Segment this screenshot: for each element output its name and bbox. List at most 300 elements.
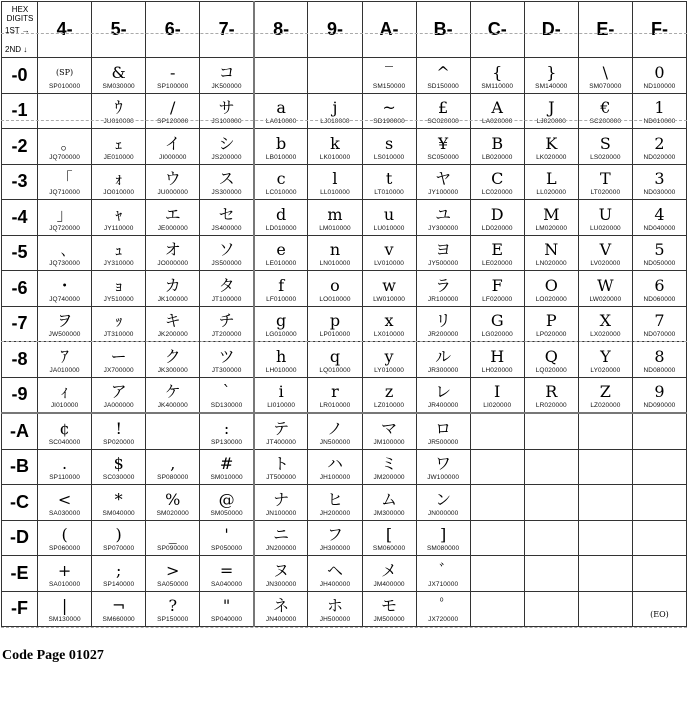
code-cell [416, 235, 470, 271]
code-cell [146, 271, 200, 307]
character-glyph: ｱ [60, 346, 69, 366]
gcgid-label: JM200000 [373, 474, 405, 481]
code-cell [524, 377, 578, 413]
gcgid-label: JW100000 [427, 474, 460, 481]
gcgid-label: SC050000 [427, 153, 459, 161]
row-header: -5 [2, 235, 38, 271]
character-glyph: ｮ [114, 275, 123, 295]
code-cell [308, 413, 362, 449]
character-glyph [579, 500, 632, 518]
code-cell [92, 306, 146, 342]
code-cell [632, 235, 686, 271]
gcgid-label: JR500000 [427, 438, 459, 446]
column-header-5: 5- [92, 2, 146, 58]
character-glyph [633, 535, 686, 553]
table-row [2, 200, 687, 236]
code-cell [146, 200, 200, 236]
character-glyph: H [490, 346, 505, 366]
row-header: -1 [2, 93, 38, 129]
character-glyph [633, 500, 686, 518]
gcgid-label: LT010000 [374, 189, 404, 196]
character-glyph: , [170, 454, 176, 473]
code-cell [308, 306, 362, 342]
gcgid-label: JX710000 [428, 580, 459, 588]
code-cell [254, 200, 308, 236]
code-cell [92, 591, 146, 627]
gcgid-label: JH400000 [319, 580, 351, 588]
character-glyph: ホ [326, 596, 343, 615]
character-glyph: 7 [654, 311, 665, 330]
code-cell [362, 485, 416, 521]
code-cell [632, 164, 686, 200]
code-cell [632, 58, 686, 94]
character-glyph [308, 73, 361, 91]
code-cell [38, 377, 92, 413]
character-glyph: i [278, 382, 284, 401]
character-glyph [471, 464, 524, 482]
code-cell [578, 200, 632, 236]
character-glyph: # [219, 454, 234, 473]
character-glyph: ( [61, 525, 68, 544]
character-glyph: 2 [654, 133, 665, 153]
code-cell [200, 93, 254, 129]
character-glyph: ク [164, 346, 181, 366]
gcgid-label: SA050000 [157, 580, 189, 588]
character-glyph: イ [164, 133, 181, 153]
code-cell [146, 235, 200, 271]
character-glyph: z [384, 382, 394, 401]
character-glyph: 3 [654, 169, 665, 188]
character-glyph: ト [273, 454, 290, 473]
code-cell [200, 556, 254, 592]
code-cell [254, 306, 308, 342]
character-glyph: ､ [60, 240, 69, 259]
character-glyph: ･ [60, 275, 69, 295]
character-glyph: 8 [654, 346, 665, 366]
gcgid-label: LP010000 [319, 331, 351, 338]
character-glyph [633, 571, 686, 589]
gcgid-label: JR300000 [427, 366, 459, 374]
code-cell [254, 235, 308, 271]
character-glyph: r [331, 382, 339, 401]
code-cell [578, 93, 632, 129]
table-row [2, 164, 687, 200]
code-cell [254, 449, 308, 485]
character-glyph: ^ [436, 62, 450, 82]
code-cell [578, 58, 632, 94]
code-cell [362, 306, 416, 342]
character-glyph: t [385, 169, 393, 188]
gcgid-label: JT310000 [103, 331, 134, 338]
code-cell [92, 520, 146, 556]
code-cell [524, 306, 578, 342]
gcgid-label: LI010000 [267, 402, 296, 409]
character-glyph [525, 500, 578, 518]
character-glyph [471, 429, 524, 447]
gcgid-label: JK300000 [157, 366, 188, 374]
code-cell [470, 591, 524, 627]
character-glyph: ウ [164, 169, 181, 188]
gcgid-label: LJ020000 [536, 118, 566, 125]
character-glyph: D [490, 204, 504, 224]
code-cell [200, 306, 254, 342]
character-glyph: ケ [164, 382, 181, 401]
code-cell [578, 377, 632, 413]
gcgid-label: SM050000 [210, 509, 243, 517]
code-cell [632, 485, 686, 521]
gcgid-label: ND050000 [643, 260, 676, 267]
digits-label: DIGITS [6, 14, 34, 23]
code-cell [92, 164, 146, 200]
table-row [2, 556, 687, 592]
code-cell [254, 520, 308, 556]
character-glyph: G [490, 311, 504, 330]
gcgid-label: JA000000 [103, 402, 134, 409]
code-cell [632, 129, 686, 165]
code-cell [254, 271, 308, 307]
gcgid-label: JS300000 [211, 189, 242, 196]
code-cell [200, 377, 254, 413]
character-glyph [525, 429, 578, 447]
gcgid-label: SP100000 [157, 82, 189, 90]
code-cell [470, 200, 524, 236]
code-cell [200, 413, 254, 449]
character-glyph: ナ [273, 489, 290, 509]
code-cell [470, 413, 524, 449]
first-digit-label: 1ST → [5, 26, 30, 35]
code-cell [254, 485, 308, 521]
code-cell [632, 342, 686, 378]
character-glyph: モ [381, 596, 398, 615]
gcgid-label: JQ700000 [49, 153, 80, 161]
character-glyph: \ [602, 62, 609, 82]
gcgid-label: JK400000 [157, 402, 188, 409]
gcgid-label: SP150000 [157, 616, 189, 623]
code-cell [416, 591, 470, 627]
code-cell [146, 520, 200, 556]
gcgid-label: JH500000 [319, 616, 351, 623]
character-glyph [633, 429, 686, 447]
gcgid-label: JN100000 [265, 509, 297, 517]
character-glyph: € [600, 98, 611, 117]
gcgid-label: LD010000 [265, 224, 297, 232]
character-glyph: ネ [273, 596, 290, 615]
gcgid-label: LO010000 [319, 295, 351, 303]
row-header: -F [2, 591, 38, 627]
code-cell [578, 164, 632, 200]
gcgid-label: JH100000 [319, 474, 351, 481]
gcgid-label: JQ730000 [49, 260, 80, 267]
gcgid-label: SD130000 [210, 402, 243, 409]
code-cell [362, 413, 416, 449]
code-cell [38, 520, 92, 556]
table-row [2, 271, 687, 307]
gcgid-label: ND090000 [643, 402, 676, 409]
gcgid-label: LW010000 [373, 295, 405, 303]
column-header-8: 8- [254, 2, 308, 58]
character-glyph: ユ [435, 204, 452, 224]
row-header: -4 [2, 200, 38, 236]
gcgid-label: JT400000 [266, 438, 296, 446]
gcgid-label: LH010000 [265, 366, 297, 374]
gcgid-label: SC020000 [427, 118, 459, 125]
character-glyph: q [329, 346, 341, 366]
gcgid-label: SP010000 [49, 82, 81, 90]
character-glyph: S [599, 133, 611, 153]
character-glyph: 0 [654, 62, 665, 82]
gcgid-label: SM020000 [156, 509, 189, 517]
gcgid-label: JQ710000 [49, 189, 80, 196]
gcgid-label: LR010000 [319, 402, 351, 409]
gcgid-label: JX720000 [428, 616, 459, 623]
gcgid-label: SA030000 [49, 509, 81, 517]
code-cell [416, 413, 470, 449]
gcgid-label: JT200000 [211, 331, 242, 338]
gcgid-label: JS400000 [211, 224, 242, 232]
character-glyph: P [545, 311, 557, 330]
gcgid-label: LK020000 [536, 153, 567, 161]
character-glyph: m [327, 204, 343, 224]
character-glyph: ﾞ [439, 560, 448, 580]
page-caption: Code Page 01027 [2, 648, 104, 663]
gcgid-label: LB010000 [265, 153, 297, 161]
character-glyph: b [276, 133, 287, 153]
gcgid-label: JY110000 [103, 224, 134, 232]
character-glyph: @ [218, 489, 235, 509]
character-glyph [525, 535, 578, 553]
character-glyph: & [111, 62, 126, 82]
gcgid-label: SP070000 [103, 545, 135, 552]
character-glyph: d [276, 204, 287, 224]
character-glyph: ｡ [60, 133, 69, 153]
code-cell [416, 449, 470, 485]
character-glyph: キ [164, 311, 181, 330]
code-cell [578, 342, 632, 378]
character-glyph: s [384, 133, 394, 153]
code-cell [416, 58, 470, 94]
code-cell [200, 129, 254, 165]
character-glyph: 「 [56, 169, 73, 188]
code-cell [524, 485, 578, 521]
gcgid-label: LW020000 [589, 295, 622, 303]
character-glyph: テ [273, 418, 290, 438]
character-glyph: ミ [381, 454, 398, 473]
column-header-b: B- [416, 2, 470, 58]
character-glyph: h [275, 346, 287, 366]
gcgid-label: LY020000 [590, 366, 621, 374]
character-glyph: ; [115, 560, 122, 580]
code-cell [470, 342, 524, 378]
row-header: -8 [2, 342, 38, 378]
gcgid-label: SC200000 [589, 118, 622, 125]
character-glyph: ソ [218, 240, 235, 259]
character-glyph: フ [326, 525, 343, 544]
character-glyph: ハ [326, 454, 343, 473]
character-glyph: ル [435, 346, 452, 366]
code-cell [632, 556, 686, 592]
code-cell [416, 520, 470, 556]
gcgid-label: LE010000 [265, 260, 297, 267]
gcgid-label: LJ010000 [320, 118, 350, 125]
row-header: -3 [2, 164, 38, 200]
character-glyph [579, 606, 632, 624]
gcgid-label: JO000000 [157, 260, 189, 267]
row-header: -0 [2, 58, 38, 94]
code-cell [92, 235, 146, 271]
character-glyph: $ [113, 454, 124, 473]
code-cell [308, 129, 362, 165]
character-glyph: o [330, 275, 340, 295]
character-glyph: J [548, 98, 555, 117]
code-cell [308, 58, 362, 94]
character-glyph: C [491, 169, 504, 188]
code-cell [38, 58, 92, 94]
gcgid-label: JS500000 [211, 260, 242, 267]
code-cell [524, 129, 578, 165]
gcgid-label: JR200000 [427, 331, 459, 338]
code-cell [470, 306, 524, 342]
gcgid-label: SM060000 [372, 545, 406, 552]
character-glyph: l [332, 169, 338, 188]
gcgid-label: LS020000 [590, 153, 621, 161]
character-glyph [146, 429, 199, 447]
code-cell [146, 306, 200, 342]
gcgid-label: LE020000 [481, 260, 513, 267]
gcgid-label: SP140000 [103, 580, 135, 588]
code-cell [416, 306, 470, 342]
code-cell [200, 591, 254, 627]
character-glyph: ス [218, 169, 235, 188]
column-header-9: 9- [308, 2, 362, 58]
code-cell [416, 377, 470, 413]
gcgid-label: JE010000 [103, 153, 134, 161]
character-glyph: カ [164, 275, 181, 295]
character-glyph: エ [164, 204, 181, 224]
character-glyph [525, 464, 578, 482]
character-glyph: (SP) [56, 67, 74, 77]
gcgid-label: LL010000 [320, 189, 350, 196]
row-header: -9 [2, 377, 38, 413]
gcgid-label: LQ020000 [535, 366, 567, 374]
code-cell [578, 271, 632, 307]
character-glyph: タ [218, 275, 235, 295]
gcgid-label: JT100000 [211, 295, 242, 303]
character-glyph: (EO) [650, 610, 669, 619]
code-cell [632, 200, 686, 236]
code-cell [632, 449, 686, 485]
code-cell [470, 164, 524, 200]
character-glyph: 4 [654, 204, 665, 224]
gcgid-label: SM110000 [481, 82, 514, 90]
column-header-f: F- [632, 2, 686, 58]
code-cell [578, 556, 632, 592]
code-cell [524, 164, 578, 200]
code-cell [578, 591, 632, 627]
character-glyph: p [329, 311, 341, 330]
gcgid-label: JM300000 [373, 509, 405, 517]
character-glyph: T [600, 169, 611, 188]
guide-line [1, 627, 687, 628]
code-cell [254, 377, 308, 413]
character-glyph: " [222, 596, 231, 615]
gcgid-label: JW500000 [48, 331, 81, 338]
row-header: -7 [2, 306, 38, 342]
gcgid-label: SM150000 [372, 82, 406, 90]
gcgid-label: LN010000 [319, 260, 351, 267]
gcgid-label: JY510000 [103, 295, 134, 303]
character-glyph [579, 535, 632, 553]
character-glyph: ニ [273, 525, 290, 544]
row-header: -A [2, 413, 38, 449]
character-glyph [255, 73, 308, 91]
gcgid-label: LS010000 [373, 153, 405, 161]
character-glyph: ヘ [326, 560, 343, 580]
code-cell [470, 556, 524, 592]
character-glyph: レ [435, 382, 452, 401]
gcgid-label: SA010000 [49, 580, 81, 588]
gcgid-label: JN400000 [265, 616, 297, 623]
character-glyph: ‾ [385, 62, 394, 82]
code-cell [92, 200, 146, 236]
character-glyph [471, 500, 524, 518]
code-cell [38, 591, 92, 627]
column-header-c: C- [470, 2, 524, 58]
gcgid-label: SM080000 [427, 545, 460, 552]
character-glyph: ) [115, 525, 122, 544]
column-header-row [2, 2, 687, 58]
code-cell [362, 58, 416, 94]
character-glyph: ノ [326, 418, 343, 438]
character-glyph: ` [222, 382, 231, 401]
gcgid-label: LA010000 [265, 118, 297, 125]
table-row [2, 449, 687, 485]
code-cell [254, 413, 308, 449]
code-cell [632, 306, 686, 342]
gcgid-label: JQ740000 [49, 295, 80, 303]
character-glyph: ム [381, 489, 398, 509]
character-glyph: Q [544, 346, 558, 366]
gcgid-label: LP020000 [536, 331, 567, 338]
code-cell [362, 449, 416, 485]
character-glyph: ｬ [114, 204, 123, 224]
character-glyph: L [545, 169, 557, 188]
code-cell [200, 520, 254, 556]
gcgid-label: LZ010000 [374, 402, 405, 409]
gcgid-label: SP060000 [49, 545, 81, 552]
row-header: -2 [2, 129, 38, 165]
gcgid-label: SM140000 [535, 82, 568, 90]
character-glyph: ー [110, 346, 127, 366]
character-glyph [525, 606, 578, 624]
gcgid-label: SP110000 [49, 474, 80, 481]
code-cell [470, 449, 524, 485]
gcgid-label: LM020000 [535, 224, 568, 232]
gcgid-label: JY310000 [103, 260, 134, 267]
gcgid-label: ND070000 [643, 331, 676, 338]
character-glyph [471, 606, 524, 624]
character-glyph: j [332, 98, 338, 117]
gcgid-label: SM010000 [210, 474, 243, 481]
character-glyph [579, 571, 632, 589]
character-glyph: y [384, 346, 394, 366]
code-cell [200, 200, 254, 236]
gcgid-label: JE000000 [157, 224, 188, 232]
table-row [2, 58, 687, 94]
code-cell [38, 342, 92, 378]
code-cell [524, 200, 578, 236]
code-cell [38, 93, 92, 129]
character-glyph: < [57, 489, 72, 509]
